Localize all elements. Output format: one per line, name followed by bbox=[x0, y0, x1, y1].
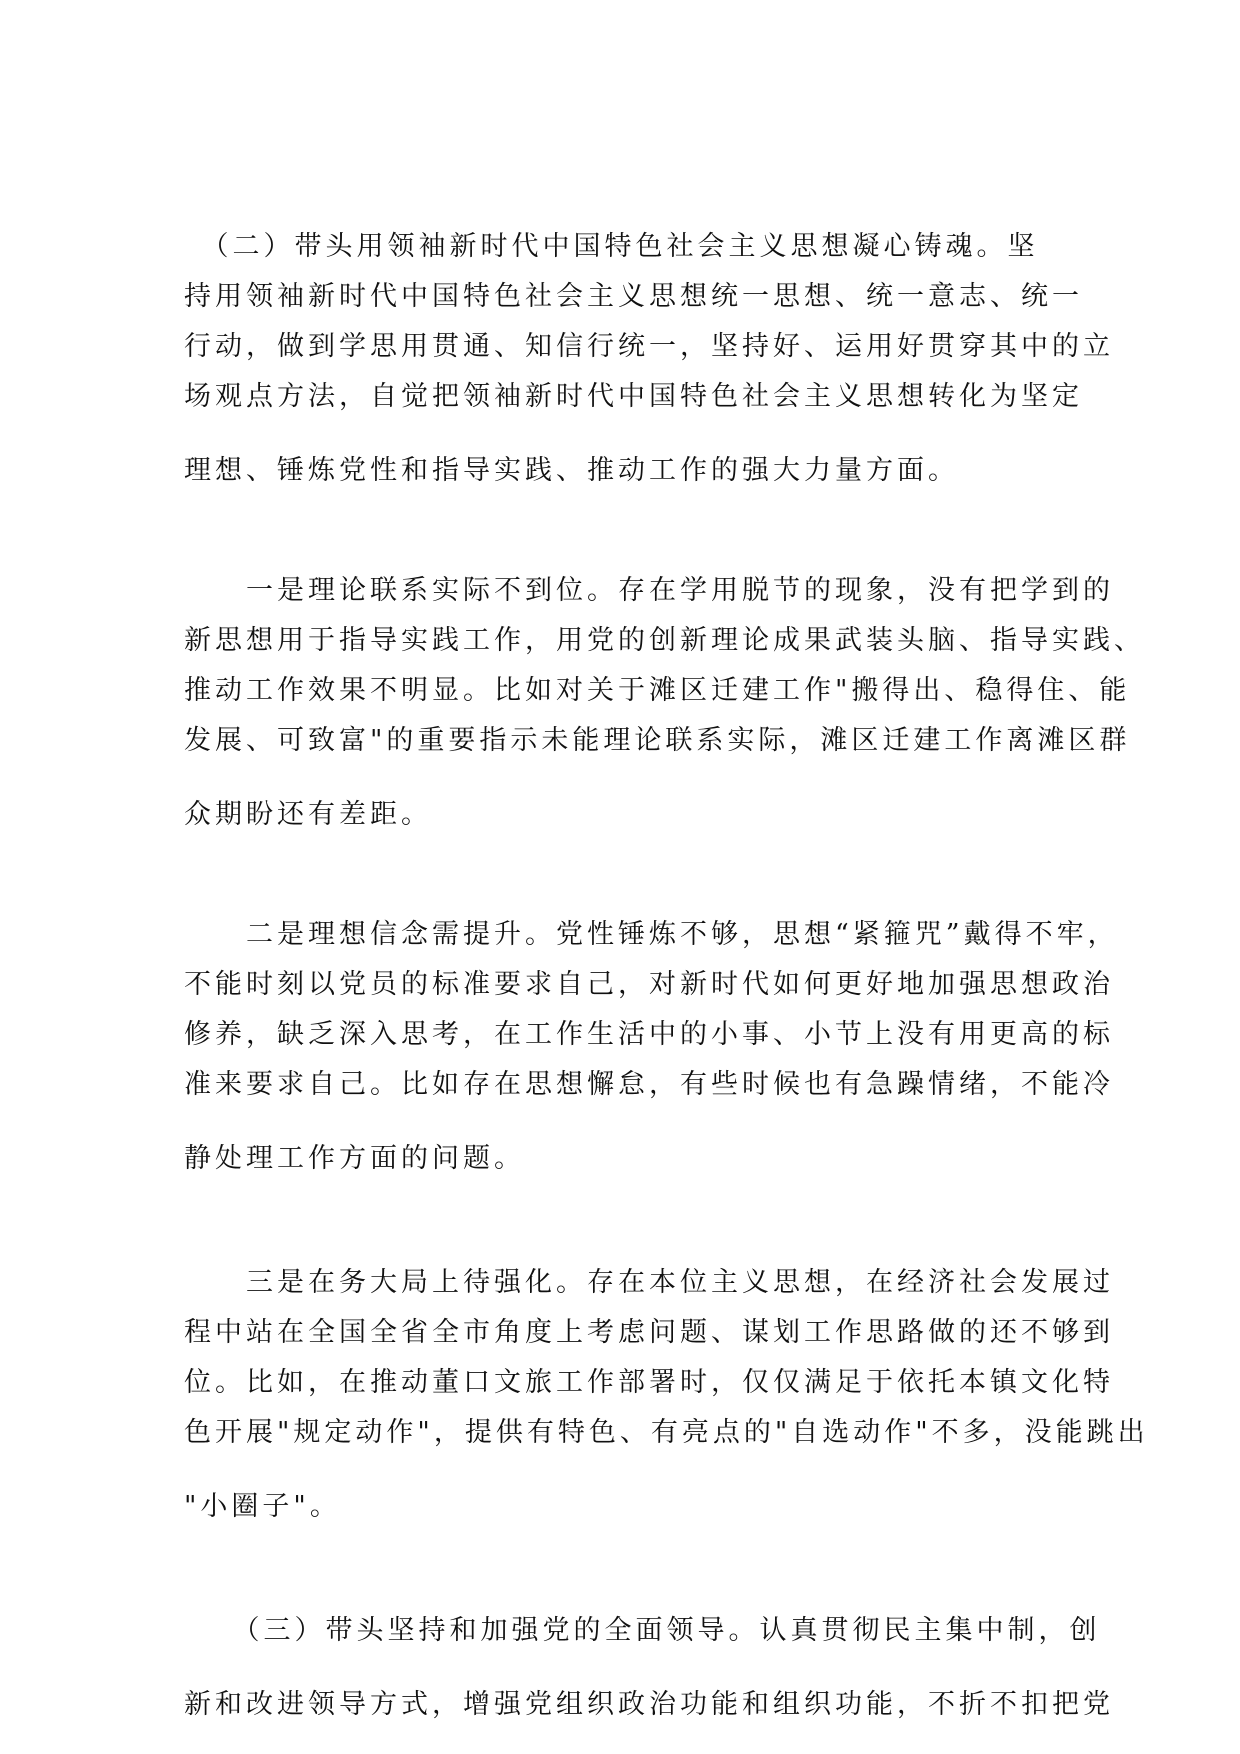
text-line: 新和改进领导方式，增强党组织政治功能和组织功能，不折不扣把党 bbox=[184, 1689, 1114, 1720]
text-line: 二是理想信念需提升。党性锤炼不够，思想“紧箍咒”戴得不牢， bbox=[184, 919, 1119, 950]
text-line: "小圈子"。 bbox=[184, 1491, 341, 1522]
text-line: 新思想用于指导实践工作，用党的创新理论成果武装头脑、指导实践、 bbox=[184, 625, 1145, 656]
text-line: 众期盼还有差距。 bbox=[184, 799, 432, 830]
text-line: 三是在务大局上待强化。存在本位主义思想，在经济社会发展过 bbox=[184, 1267, 1114, 1298]
text-line: 推动工作效果不明显。比如对关于滩区迁建工作"搬得出、稳得住、能 bbox=[184, 675, 1131, 706]
text-line: 修养，缺乏深入思考，在工作生活中的小事、小节上没有用更高的标 bbox=[184, 1019, 1114, 1050]
text-line: 一是理论联系实际不到位。存在学用脱节的现象，没有把学到的 bbox=[184, 575, 1114, 606]
text-line: 不能时刻以党员的标准要求自己，对新时代如何更好地加强思想政治 bbox=[184, 969, 1114, 1000]
text-line: 准来要求自己。比如存在思想懈怠，有些时候也有急躁情绪，不能冷 bbox=[184, 1069, 1114, 1100]
text-line: 行动，做到学思用贯通、知信行统一，坚持好、运用好贯穿其中的立 bbox=[184, 331, 1114, 362]
text-line: 持用领袖新时代中国特色社会主义思想统一思想、统一意志、统一 bbox=[184, 281, 1083, 312]
text-line: （二）带头用领袖新时代中国特色社会主义思想凝心铸魂。坚 bbox=[184, 231, 1039, 262]
item-2-paragraph bbox=[184, 910, 1119, 1184]
text-line: 场观点方法，自觉把领袖新时代中国特色社会主义思想转化为坚定 bbox=[184, 381, 1083, 412]
item-1-paragraph bbox=[184, 566, 1145, 840]
text-line: 静处理工作方面的问题。 bbox=[184, 1143, 525, 1174]
section-3-paragraph bbox=[184, 1606, 1114, 1730]
text-line: 理想、锤炼党性和指导实践、推动工作的强大力量方面。 bbox=[184, 455, 959, 486]
text-line: （三）带头坚持和加强党的全面领导。认真贯彻民主集中制，创 bbox=[184, 1615, 1101, 1646]
text-line: 发展、可致富"的重要指示未能理论联系实际，滩区迁建工作离滩区群 bbox=[184, 725, 1131, 756]
text-line: 色开展"规定动作"，提供有特色、有亮点的"自选动作"不多，没能跳出 bbox=[184, 1417, 1149, 1448]
section-2-paragraph bbox=[184, 222, 1114, 496]
text-line: 程中站在全国全省全市角度上考虑问题、谋划工作思路做的还不够到 bbox=[184, 1317, 1114, 1348]
item-3-paragraph bbox=[184, 1258, 1149, 1532]
text-line: 位。比如，在推动董口文旅工作部署时，仅仅满足于依托本镇文化特 bbox=[184, 1367, 1114, 1398]
